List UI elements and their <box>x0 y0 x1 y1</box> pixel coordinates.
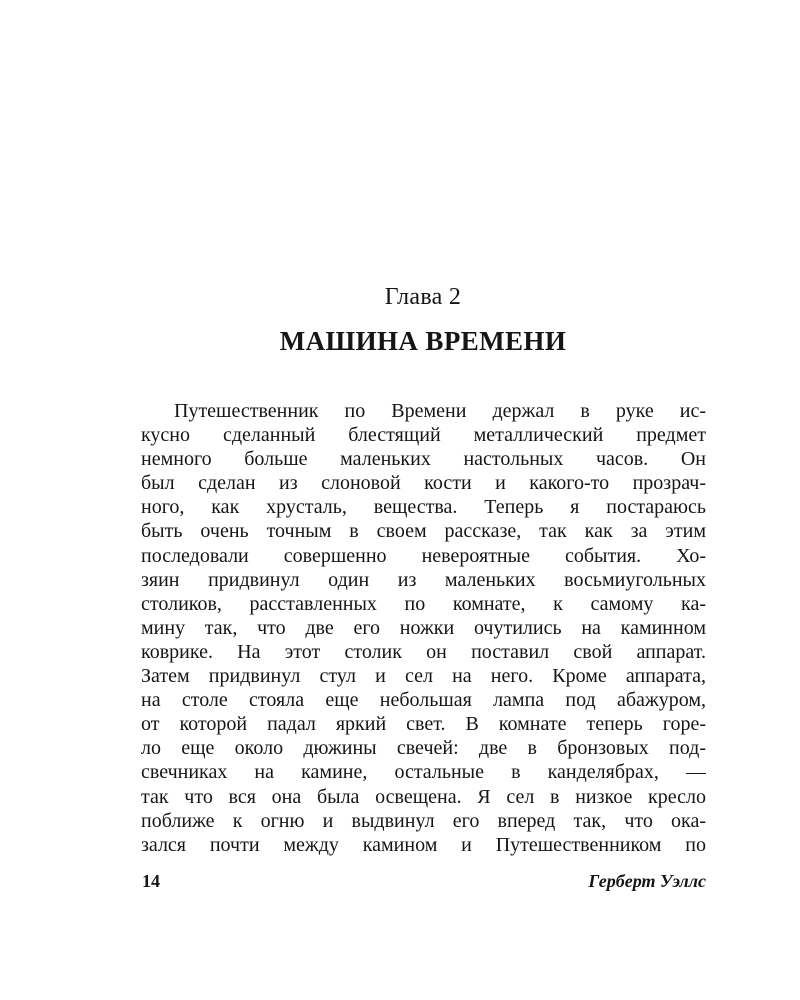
chapter-number: Глава 2 <box>384 284 462 310</box>
text-line: зался почти между камином и Путешественником по <box>141 833 706 856</box>
text-line: ного, как хрусталь, вещества. Теперь я постараюсь <box>141 496 706 519</box>
chapter-text <box>141 399 706 857</box>
running-footer-author: Герберт Уэллс <box>588 871 706 891</box>
text-line: немного больше маленьких настольных часов. Он <box>141 448 706 471</box>
page-number: 14 <box>142 871 160 891</box>
text-line: на столе стояла еще небольшая лампа под абажуром, <box>141 689 706 712</box>
text-line: кусно сделанный блестящий металлический предмет <box>141 424 706 447</box>
text-line: столиков, расставленных по комнате, к самому ка- <box>141 592 706 615</box>
text-line: мину так, что две его ножки очутились на каминном <box>141 616 706 639</box>
chapter-title: МАШИНА ВРЕМЕНИ <box>279 326 567 356</box>
text-line: Путешественник по Времени держал в руке ис- <box>174 400 706 422</box>
text-line: последовали совершенно невероятные события. Хо- <box>141 544 706 567</box>
text-line: поближе к огню и выдвинул его вперед так, что ока- <box>141 809 706 832</box>
text-line: был сделан из слоновой кости и какого-то прозрач- <box>141 472 706 495</box>
text-line: так что вся она была освещена. Я сел в низкое кресло <box>141 785 706 808</box>
text-line: Затем придвинул стул и сел на него. Кроме аппарата, <box>141 665 706 688</box>
text-line: зяин придвинул один из маленьких восьмиугольных <box>141 568 706 591</box>
text-line: свечниках на камине, остальные в канделябрах, — <box>141 761 706 784</box>
text-line: ло еще около дюжины свечей: две в бронзовых под- <box>141 737 706 760</box>
text-line: коврике. На этот столик он поставил свой аппарат. <box>141 640 706 663</box>
text-line: быть очень точным в своем рассказе, так как за этим <box>141 520 706 543</box>
text-line: от которой падал яркий свет. В комнате теперь горе- <box>141 713 706 736</box>
